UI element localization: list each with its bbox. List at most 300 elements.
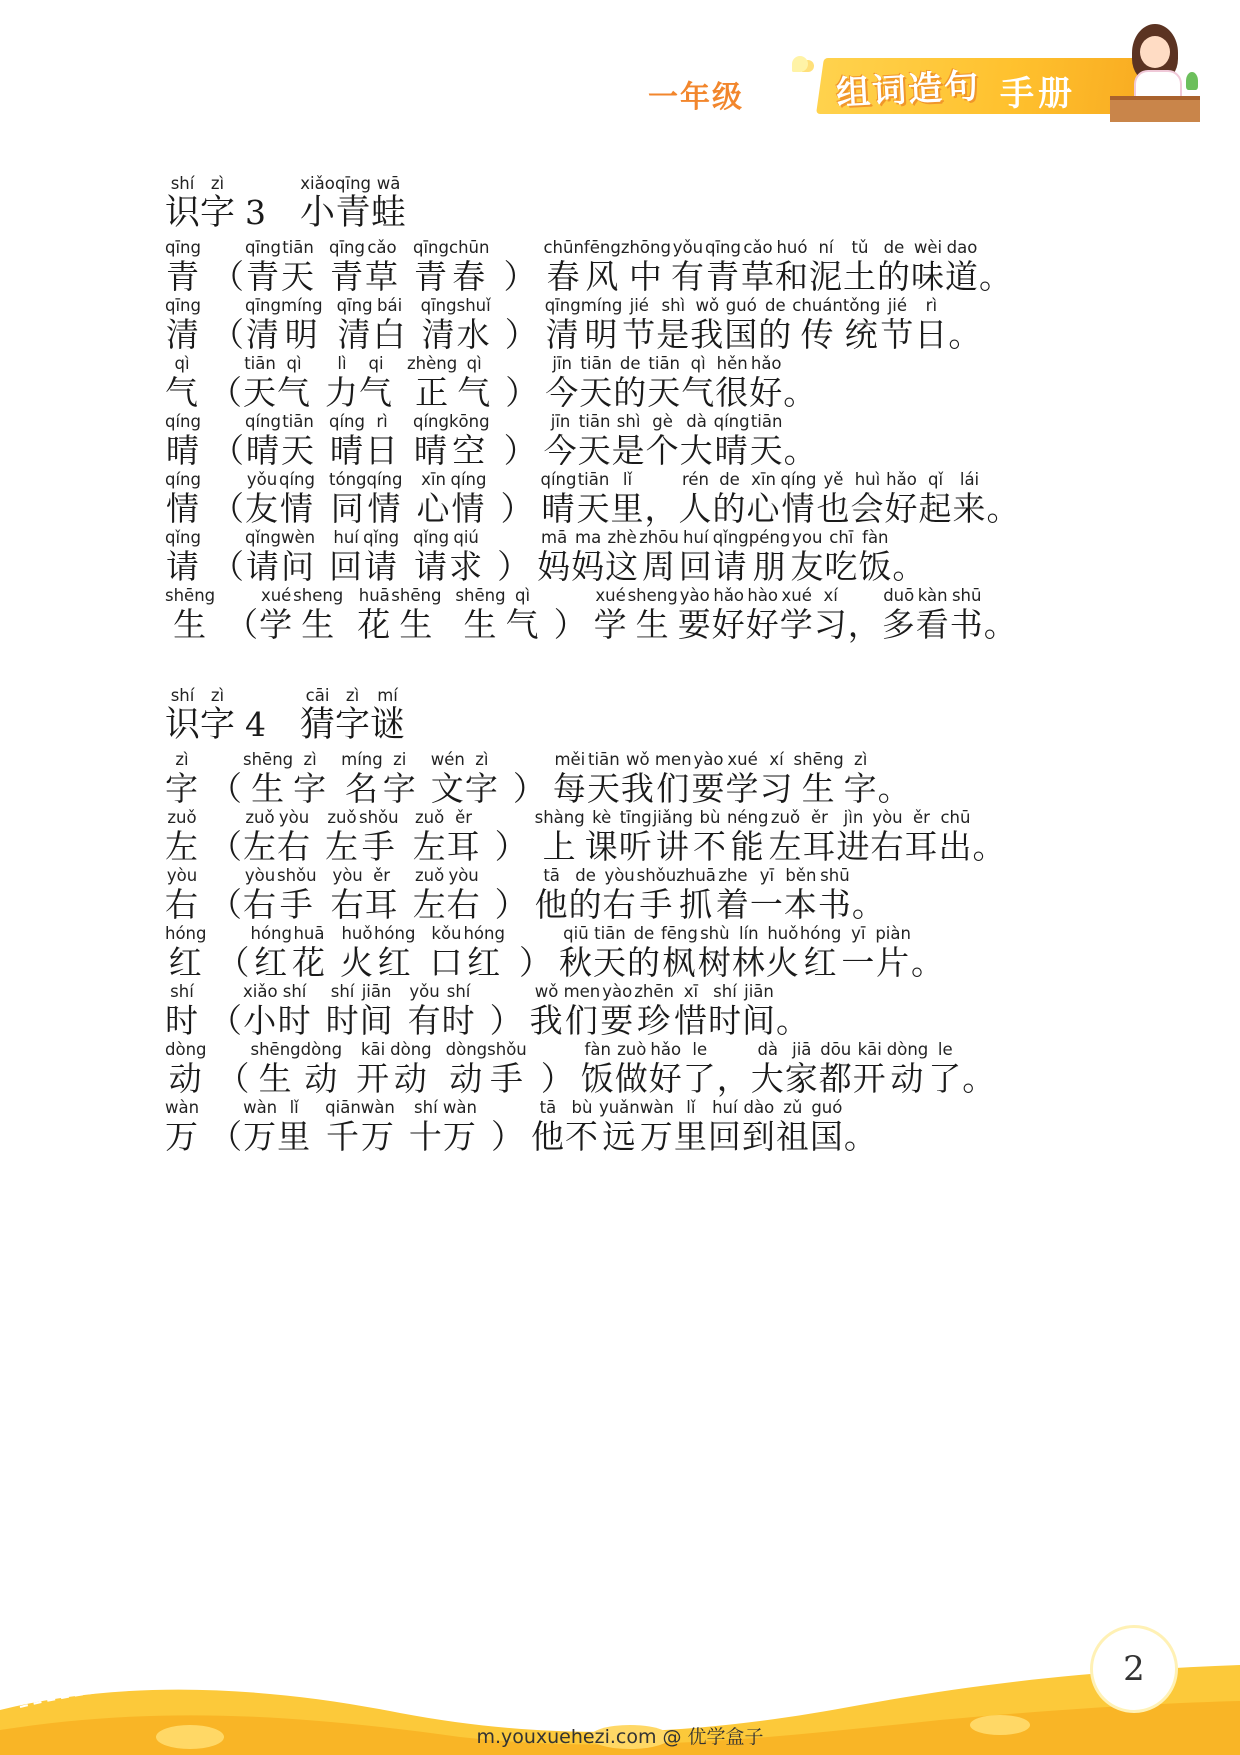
pinyin: wàn (639, 1098, 674, 1117)
sentence-char (814, 586, 848, 644)
hanzi: 抓 (679, 885, 714, 924)
hanzi: 右 (165, 885, 199, 924)
pinyin: tǒng (842, 296, 881, 315)
hanzi: 看 (915, 605, 950, 644)
hanzi: 动 (304, 1059, 339, 1098)
hanzi: 耳 (802, 827, 837, 866)
pinyin: xué (781, 586, 812, 605)
pinyin: xīn (751, 470, 776, 489)
pinyin: míng (341, 750, 383, 769)
sentence-char (581, 1040, 615, 1098)
title-char (165, 686, 200, 744)
pinyin: yě (823, 470, 844, 489)
hanzi: 清 (166, 315, 200, 354)
page-number: 2 (1090, 1625, 1178, 1713)
pinyin: qiú (453, 528, 479, 547)
hanzi: 人 (678, 489, 713, 528)
compound-word (245, 470, 315, 528)
sentence-char (749, 354, 783, 412)
close-paren: ） (494, 827, 529, 866)
compound-word (421, 296, 491, 354)
compound-word (259, 586, 343, 644)
pinyin: zhèng (407, 354, 458, 373)
compound-word (407, 354, 491, 412)
pinyin: zì (210, 686, 225, 705)
sentence-char (775, 238, 809, 296)
pinyin: wàn (360, 1098, 395, 1117)
word-char (457, 296, 491, 354)
pinyin: fēng (660, 924, 698, 943)
word-char (325, 1098, 361, 1156)
example-sentence (531, 1098, 878, 1156)
pinyin: qīng (336, 296, 373, 315)
pinyin: huí (712, 1098, 738, 1117)
compound-word (329, 238, 399, 296)
pinyin: shū (820, 866, 850, 885)
pinyin: shí (170, 982, 194, 1001)
word-char (413, 412, 449, 470)
close-paren: ） (505, 373, 540, 412)
word-char (367, 470, 403, 528)
pinyin: qíng (540, 470, 577, 489)
hanzi: 好 (884, 489, 919, 528)
pinyin: piàn (875, 924, 911, 943)
hanzi: 生 (301, 605, 336, 644)
hanzi: 能 (730, 827, 765, 866)
sentence-char (637, 866, 677, 924)
hanzi: 情 (451, 489, 486, 528)
hanzi: 问 (281, 547, 316, 586)
sentence-char (984, 586, 1018, 644)
pinyin: yǒu (409, 982, 440, 1001)
hanzi: 青 (414, 257, 448, 296)
pinyin: sheng (627, 586, 678, 605)
hanzi: 。 (783, 431, 818, 470)
pinyin: shēng (793, 750, 844, 769)
pinyin: dà (757, 1040, 779, 1059)
word-entry (165, 470, 1085, 528)
pinyin: wèi (913, 238, 943, 257)
hanzi: 这 (605, 547, 640, 586)
hanzi: 小 (300, 193, 336, 233)
word-char (243, 808, 277, 866)
pinyin: shí (170, 174, 195, 193)
word-entry (165, 238, 1085, 296)
pinyin: kǒu (431, 924, 462, 943)
sentence-char (851, 470, 885, 528)
word-char (278, 982, 312, 1040)
sentence-char (726, 750, 760, 808)
title-char (200, 686, 235, 744)
pinyin: qi (368, 354, 384, 373)
pinyin: tiān (594, 924, 626, 943)
pinyin: tiān (580, 354, 613, 373)
hanzi: 名 (344, 769, 379, 808)
banner-title: 组词造句 (835, 66, 982, 114)
compound-word (243, 982, 312, 1040)
pinyin: zhēn (634, 982, 674, 1001)
sentence-char (612, 412, 646, 470)
hanzi: 请 (713, 547, 748, 586)
sentence-char (911, 924, 945, 982)
hanzi: 生 (399, 605, 434, 644)
compound-word (356, 1040, 432, 1098)
entry-character (165, 924, 206, 982)
pinyin: měi (554, 750, 586, 769)
sentence-char (680, 412, 714, 470)
example-sentence (545, 296, 983, 354)
pinyin: jiān (361, 982, 392, 1001)
sentence-char (692, 750, 726, 808)
sentence-char (853, 1040, 887, 1098)
example-sentence (541, 470, 1021, 528)
lesson-number: 4 (245, 705, 267, 744)
entry-character (165, 238, 201, 296)
compound-word (341, 750, 417, 808)
hanzi: 生 (635, 605, 670, 644)
hanzi: 。 (892, 547, 927, 586)
compound-word (251, 1040, 343, 1098)
sentence-char (627, 924, 661, 982)
hanzi: 手 (361, 827, 396, 866)
hanzi: 识 (165, 705, 201, 745)
close-paren: ） (489, 1001, 524, 1040)
pinyin: hǎo (886, 470, 917, 489)
girl-illustration-icon (1110, 22, 1200, 122)
pinyin: zuǒ (770, 808, 801, 827)
compound-word (243, 750, 327, 808)
word-char (293, 750, 327, 808)
close-paren: ） (503, 257, 538, 296)
pinyin: tiān (282, 412, 314, 431)
word-char (429, 924, 463, 982)
hanzi: 心 (746, 489, 781, 528)
hanzi: 我 (690, 315, 725, 354)
word-entry (165, 808, 1085, 866)
pinyin: yòu (448, 866, 479, 885)
sentence-char (819, 1040, 853, 1098)
entry-character (165, 1098, 199, 1156)
hanzi: 字 (843, 769, 878, 808)
hanzi: 动 (393, 1059, 428, 1098)
hanzi: 。 (986, 489, 1021, 528)
hanzi: 要 (600, 1001, 635, 1040)
pinyin: qīng (165, 238, 201, 257)
sentence-char (585, 808, 619, 866)
compound-word (340, 924, 415, 982)
pinyin: qì (690, 354, 706, 373)
pinyin: ěr (455, 808, 473, 827)
hanzi: 春 (546, 257, 581, 296)
word-char (331, 866, 365, 924)
entry-character (165, 982, 199, 1040)
sentence-char (887, 1040, 929, 1098)
pinyin: yòu (604, 866, 635, 885)
hanzi: 国 (724, 315, 759, 354)
compound-word (337, 296, 407, 354)
hanzi: 开 (852, 1059, 887, 1098)
hanzi: 晴 (246, 431, 280, 470)
hanzi: 左 (165, 827, 199, 866)
hanzi: 求 (449, 547, 484, 586)
sentence-char (768, 808, 802, 866)
pinyin: qì (515, 586, 531, 605)
pinyin: tóng (329, 470, 367, 489)
hanzi: 国 (809, 1117, 844, 1156)
hanzi: 回 (707, 1117, 742, 1156)
hanzi: 每 (552, 769, 587, 808)
title-char (370, 686, 405, 744)
pinyin: dòng (300, 1040, 343, 1059)
example-sentence (594, 586, 1018, 644)
pinyin: de (575, 866, 596, 885)
sentence-char (674, 982, 708, 1040)
sentence-char (938, 808, 972, 866)
compound-word (245, 296, 323, 354)
word-char (421, 296, 457, 354)
sentence-char (628, 586, 678, 644)
hanzi: 。 (843, 1117, 878, 1156)
hanzi: 片 (876, 943, 911, 982)
hanzi: 到 (741, 1117, 776, 1156)
pinyin: lín (739, 924, 759, 943)
word-char (365, 412, 399, 470)
sentence-char (844, 1098, 878, 1156)
sentence-char (750, 412, 784, 470)
hanzi: 泥 (808, 257, 843, 296)
hanzi: 的 (758, 315, 793, 354)
pinyin: qīng (544, 296, 581, 315)
word-char (413, 866, 447, 924)
entry-character (165, 866, 199, 924)
hanzi: 和 (774, 257, 809, 296)
sentence-char (619, 808, 653, 866)
pinyin: qǐng (245, 528, 281, 547)
pinyin: fēng (583, 238, 621, 257)
pinyin: rì (376, 412, 388, 431)
hanzi: 十 (408, 1117, 443, 1156)
pinyin: shí (446, 982, 471, 1001)
pinyin: ma (575, 528, 602, 547)
sentence-char (535, 808, 585, 866)
hanzi: 一 (841, 943, 876, 982)
butterfly-icon (792, 56, 808, 72)
word-char (259, 586, 293, 644)
pinyin: míng (281, 296, 323, 315)
hanzi: 道 (944, 257, 979, 296)
sentence-char (646, 412, 680, 470)
hanzi: 气 (681, 373, 716, 412)
hanzi: 字 (335, 705, 371, 745)
sentence-char (544, 412, 578, 470)
word-char (447, 808, 481, 866)
pinyin: bù (571, 1098, 593, 1117)
pinyin: xiǎo (243, 982, 278, 1001)
pinyin: dà (686, 412, 707, 431)
word-char (281, 238, 315, 296)
sentence-char (758, 296, 792, 354)
sentence-char (732, 924, 766, 982)
pinyin: lǐ (686, 1098, 696, 1117)
pinyin: de (633, 924, 655, 943)
entry-character (165, 470, 201, 528)
word-char (340, 924, 374, 982)
word-char (357, 586, 391, 644)
word-char (243, 354, 277, 412)
word-char (363, 528, 399, 586)
hanzi: 气 (165, 373, 199, 412)
entry-character (165, 528, 201, 586)
sentence-char (569, 866, 603, 924)
hanzi: 林 (731, 943, 766, 982)
hanzi: 风 (585, 257, 620, 296)
example-sentence (581, 1040, 997, 1098)
title-char (165, 174, 200, 232)
lesson-section (165, 684, 1085, 1156)
pinyin: shì (661, 296, 686, 315)
hanzi: 右 (602, 885, 637, 924)
pinyin: shù (700, 924, 730, 943)
word-char (449, 412, 490, 470)
pinyin: dòng (886, 1040, 929, 1059)
sentence-char (676, 866, 716, 924)
pinyin: dòng (390, 1040, 432, 1059)
pinyin: qì (466, 354, 482, 373)
hanzi: 。 (983, 605, 1018, 644)
hanzi: 字 (382, 769, 417, 808)
compound-word (326, 982, 394, 1040)
word-char (413, 238, 449, 296)
compound-word (413, 866, 481, 924)
hanzi: 味 (910, 257, 945, 296)
word-char (325, 354, 359, 412)
pinyin: shí (713, 982, 737, 1001)
pinyin: shēng (250, 1040, 301, 1059)
pinyin: kāi (361, 1040, 386, 1059)
pinyin: yào (693, 750, 724, 769)
hanzi: 周 (641, 547, 676, 586)
sentence-char (962, 1040, 996, 1098)
hanzi: 书 (817, 885, 852, 924)
sentence-char (645, 470, 679, 528)
hanzi: 今 (543, 431, 578, 470)
pinyin: yòu (244, 866, 276, 885)
sentence-char (615, 1040, 649, 1098)
word-char (365, 238, 399, 296)
sentence-char (708, 1098, 742, 1156)
hanzi: 红 (803, 943, 838, 982)
hanzi: 天 (243, 373, 277, 412)
hanzi: 字 (165, 769, 199, 808)
pinyin: zì (475, 750, 489, 769)
hanzi: 动 (890, 1059, 925, 1098)
word-char (407, 354, 457, 412)
hanzi: 多 (881, 605, 916, 644)
sentence-char (794, 750, 844, 808)
pinyin: shǒu (487, 1040, 527, 1059)
pinyin: míng (580, 296, 623, 315)
pinyin: shū (951, 586, 982, 605)
pinyin: huǒ (341, 924, 373, 943)
hanzi: 天 (592, 943, 627, 982)
hanzi: 日 (914, 315, 949, 354)
sentence-char (639, 528, 679, 586)
pinyin: tiān (578, 412, 611, 431)
word-entry (165, 750, 1085, 808)
pinyin: zì (175, 750, 189, 769)
hanzi: 空 (452, 431, 487, 470)
word-char (390, 1040, 432, 1098)
entry-character (165, 808, 199, 866)
hanzi: 我 (529, 1001, 564, 1040)
pinyin: shǒu (359, 808, 399, 827)
compound-word (245, 528, 315, 586)
hanzi: 珍 (637, 1001, 672, 1040)
word-entry (165, 1098, 1085, 1156)
sentence-char (885, 470, 919, 528)
example-sentence (544, 412, 818, 470)
hanzi: 右 (870, 827, 905, 866)
pinyin: qíng (780, 470, 817, 489)
word-char (457, 354, 491, 412)
pinyin: zhè (607, 528, 637, 547)
sentence-char (746, 586, 780, 644)
pinyin: qíng (245, 412, 281, 431)
sentence-char (577, 470, 611, 528)
hanzi: 也 (816, 489, 851, 528)
hanzi: 春 (452, 257, 487, 296)
hanzi: 生 (173, 605, 208, 644)
sentence-char (818, 866, 852, 924)
pinyin: xīn (421, 470, 446, 489)
hanzi: 左 (768, 827, 803, 866)
hanzi: 朋 (752, 547, 787, 586)
sentence-char (674, 1098, 708, 1156)
sentence-char (841, 924, 875, 982)
sentence-char (678, 586, 712, 644)
word-char (442, 982, 476, 1040)
pinyin: mā (541, 528, 568, 547)
hanzi: 清 (246, 315, 280, 354)
hanzi: 统 (844, 315, 879, 354)
word-entry (165, 528, 1085, 586)
hanzi: 的 (626, 943, 661, 982)
hanzi: 动 (168, 1059, 203, 1098)
hanzi: 火 (765, 943, 800, 982)
pinyin: wā (376, 174, 401, 193)
pinyin: qǐng (165, 528, 201, 547)
pinyin: ěr (373, 866, 391, 885)
pinyin: qíng (165, 470, 201, 489)
sentence-char (880, 296, 914, 354)
hanzi: 要 (677, 605, 712, 644)
pinyin: péng (748, 528, 791, 547)
sentence-char (603, 866, 637, 924)
hanzi: 节 (622, 315, 657, 354)
compound-word (329, 470, 403, 528)
sentence-char (578, 412, 612, 470)
pinyin: huí (683, 528, 709, 547)
sentence-char (724, 296, 758, 354)
sentence-char (750, 866, 784, 924)
pinyin: dòng (445, 1040, 488, 1059)
pinyin: rì (925, 296, 938, 315)
pinyin: fàn (584, 1040, 611, 1059)
compound-word (357, 586, 441, 644)
pinyin: men (563, 982, 601, 1001)
hanzi: 友 (790, 547, 825, 586)
sentence-char (843, 296, 881, 354)
